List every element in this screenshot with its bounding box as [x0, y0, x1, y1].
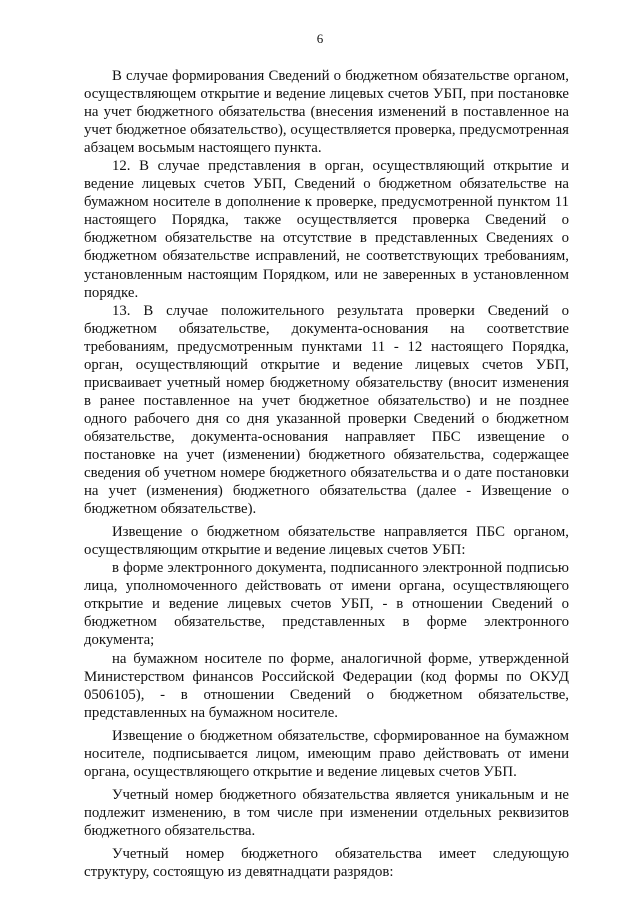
- paragraph-number-uniqueness: Учетный номер бюджетного обязательства является уникальным и не подлежит изменению, в том числе при изменении отдельных реквизитов бюджетного обязательства.: [84, 786, 569, 839]
- paragraph-verification-note: В случае формирования Сведений о бюджетном обязательстве органом, осуществляющем открытие и ведение лицевых счетов УБП, при постановке на учет бюджетного обязательства (внесения изменений в поставленное на учет бюджетное обязательство), осуществляется проверка, предусмотренная абзацем восьмым настоящего пункта.: [84, 68, 569, 157]
- paragraph-notice-sending: Извещение о бюджетном обязательстве направляется ПБС органом, осуществляющим открытие и ведение лицевых счетов УБП:: [84, 524, 569, 559]
- paragraph-electronic-form: в форме электронного документа, подписанного электронной подписью лица, уполномоченного действовать от имени органа, осуществляющего открытие и ведение лицевых счетов УБП, - в отношении Сведений о бюджетном обязательстве, представленных в форме электронного документа;: [84, 560, 569, 649]
- paragraph-paper-form: на бумажном носителе по форме, аналогичной форме, утвержденной Министерством финансов Российской Федерации (код формы по ОКУД 0506105), - в отношении Сведений о бюджетном обязательстве, представленных на бумажном носителе.: [84, 650, 569, 721]
- paragraph-item-13: 13. В случае положительного результата проверки Сведений о бюджетном обязательстве, документа-основания на соответствие требованиям, предусмотренным пунктами 11 - 12 настоящего Порядка, орган, осуществляющий открытие и ведение лицевых счетов УБП, присваивает учетный номер бюджетному обязательству (вносит изменения в ранее поставленное на учет бюджетное обязательство) и не позднее одного рабочего дня со дня указанной проверки Сведений о бюджетном обязательстве, документа-основания направляет ПБС извещение о постановке на учет (изменении) бюджетного обязательства, содержащее сведения об учетном номере бюджетного обязательства и о дате постановки на учет (изменения) бюджетного обязательства (далее - Извещение о бюджетном обязательстве).: [84, 302, 569, 518]
- paragraph-number-structure: Учетный номер бюджетного обязательства имеет следующую структуру, состоящую из девятнадцати разрядов:: [84, 845, 569, 881]
- document-body: [84, 67, 569, 881]
- paragraph-paper-signing: Извещение о бюджетном обязательстве, сформированное на бумажном носителе, подписывается лицом, имеющим право действовать от имени органа, осуществляющего открытие и ведение лицевых счетов УБП.: [84, 727, 569, 780]
- page-number: 6: [316, 31, 324, 46]
- paragraph-item-12: 12. В случае представления в орган, осуществляющий открытие и ведение лицевых счетов УБП, Сведений о бюджетном обязательстве на бумажном носителе в дополнение к проверке, предусмотренной пунктом 11 настоящего Порядка, также осуществляется проверка Сведений о бюджетном обязательстве на отсутствие в представленных Сведениях о бюджетном обязательстве исправлений, не соответствующих требованиям, установленным настоящим Порядком, или не заверенных в установленном порядке.: [84, 158, 569, 301]
